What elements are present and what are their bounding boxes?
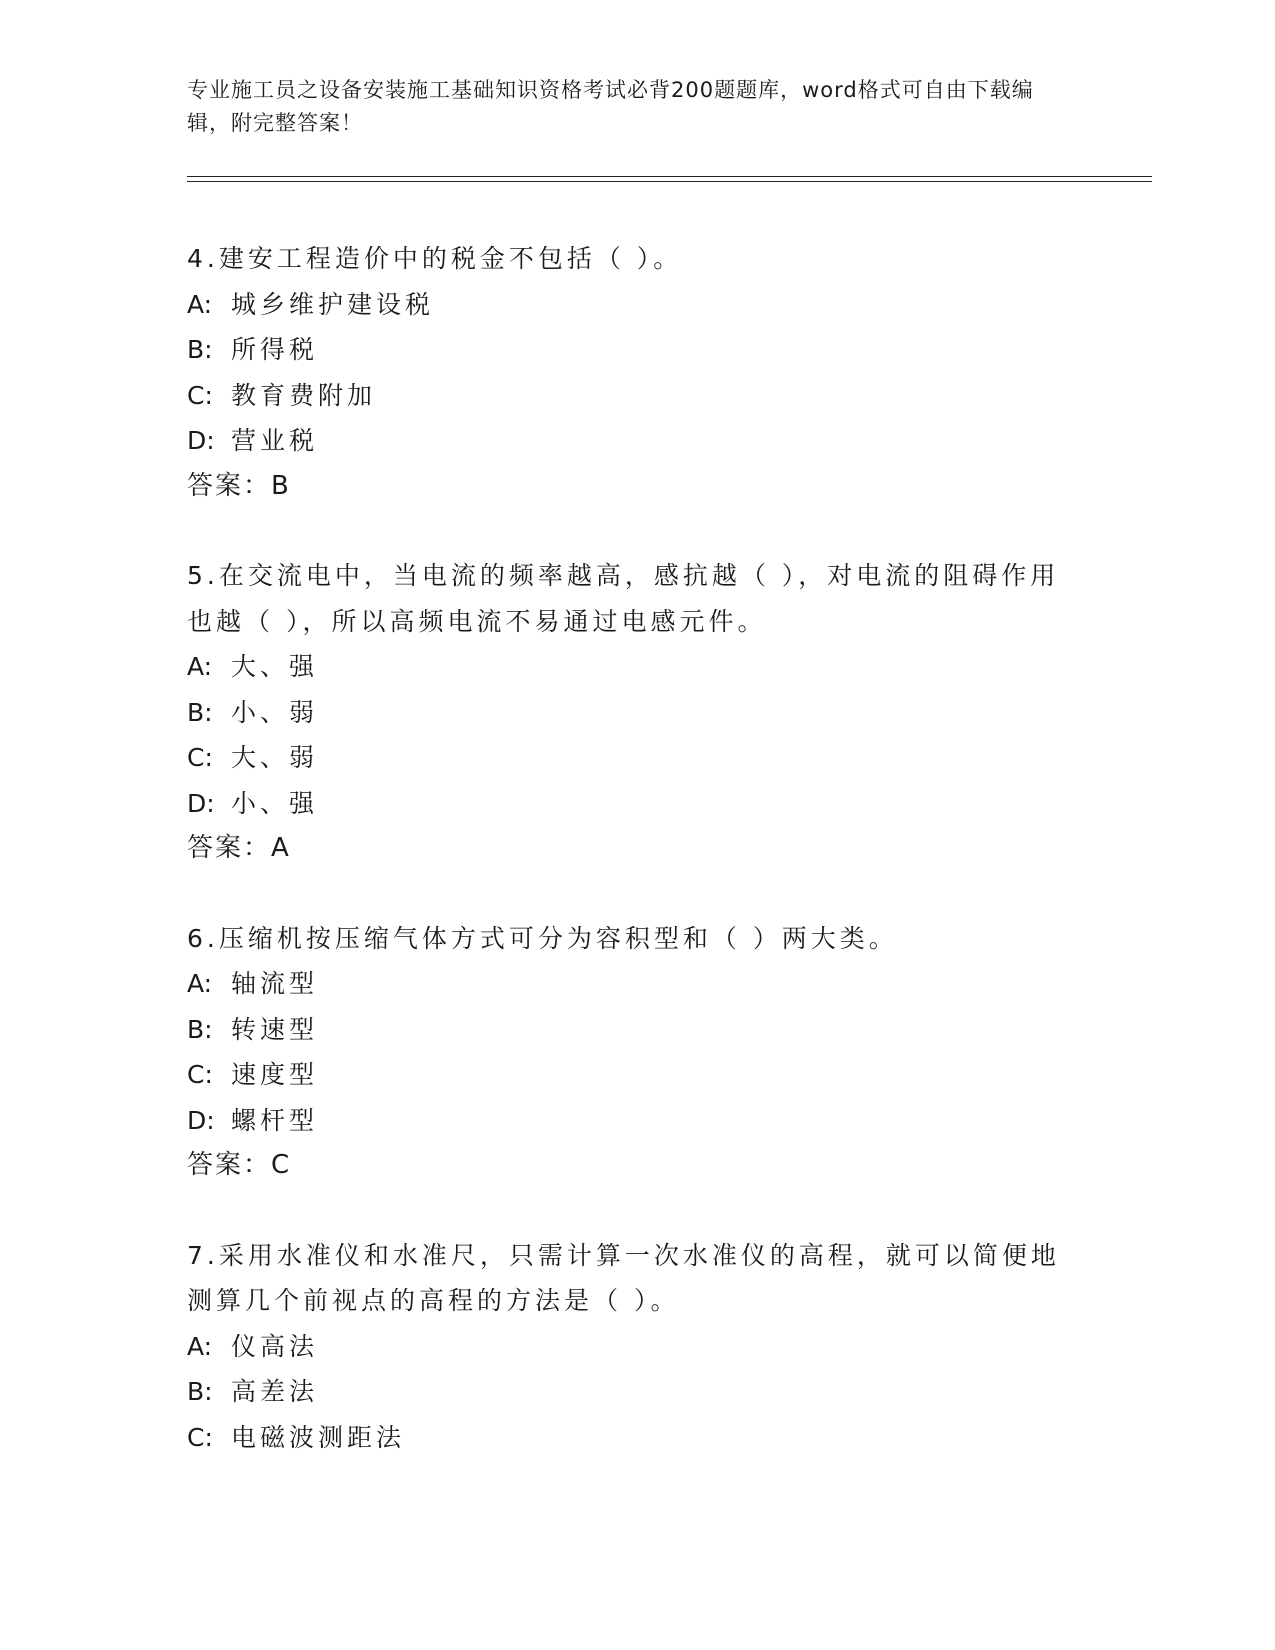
option-a xyxy=(187,1324,1087,1370)
option-text: 大、弱 xyxy=(231,743,319,772)
answer-label: 答案：C xyxy=(187,1150,292,1180)
option-text: 所得税 xyxy=(231,335,319,364)
option-letter: A: xyxy=(187,652,213,681)
option-b xyxy=(187,690,1087,736)
option-letter: D: xyxy=(187,788,215,818)
question-stem: 4.建安工程造价中的税金不包括（ ）。 xyxy=(187,244,683,273)
option-letter: B: xyxy=(187,335,213,364)
option-a xyxy=(187,644,1087,690)
option-letter: D: xyxy=(187,426,215,455)
option-text: 电磁波测距法 xyxy=(231,1422,406,1452)
question-4 xyxy=(187,236,1087,509)
option-letter: C: xyxy=(187,1422,213,1452)
option-b xyxy=(187,1007,1087,1053)
header-rule-bottom xyxy=(187,181,1152,182)
option-c xyxy=(187,1052,1087,1098)
option-text: 高差法 xyxy=(231,1377,319,1406)
question-stem-line-1: 5.在交流电中，当电流的频率越高，感抗越（ ），对电流的阻碍作用 xyxy=(187,561,1060,590)
option-text: 轴流型 xyxy=(231,969,319,998)
question-6 xyxy=(187,916,1087,1189)
option-letter: C: xyxy=(187,743,213,772)
option-text: 大、强 xyxy=(231,652,319,681)
option-text: 小、弱 xyxy=(231,697,319,727)
option-text: 教育费附加 xyxy=(231,380,377,410)
answer-label: 答案：B xyxy=(187,470,291,501)
option-text: 小、强 xyxy=(231,788,319,818)
option-letter: A: xyxy=(187,289,213,319)
question-stem-line-2: 测算几个前视点的高程的方法是（ ）。 xyxy=(187,1286,680,1315)
option-d xyxy=(187,418,1087,464)
option-d xyxy=(187,1098,1087,1144)
option-a xyxy=(187,282,1087,328)
header-rule-top xyxy=(187,176,1152,177)
option-b xyxy=(187,1369,1087,1415)
answer-label: 答案：A xyxy=(187,833,291,863)
option-c xyxy=(187,373,1087,419)
question-stem: 6.压缩机按压缩气体方式可分为容积型和（ ）两大类。 xyxy=(187,923,898,953)
option-letter: C: xyxy=(187,1060,213,1089)
option-c xyxy=(187,1415,1087,1461)
option-letter: A: xyxy=(187,969,213,998)
option-text: 螺杆型 xyxy=(231,1105,319,1135)
question-stem-line-2: 也越（ ），所以高频电流不易通过电感元件。 xyxy=(187,606,767,636)
option-d xyxy=(187,781,1087,827)
option-letter: D: xyxy=(187,1105,215,1135)
option-text: 转速型 xyxy=(231,1014,319,1044)
option-letter: B: xyxy=(187,1014,213,1044)
option-letter: B: xyxy=(187,1377,213,1406)
question-list xyxy=(187,236,1087,1504)
option-c xyxy=(187,735,1087,781)
option-text: 城乡维护建设税 xyxy=(231,289,435,319)
option-text: 仪高法 xyxy=(231,1331,319,1361)
option-text: 营业税 xyxy=(231,426,319,455)
document-header-title: 专业施工员之设备安装施工基础知识资格考试必背200题题库，word格式可自由下载编辑，附完整答案！ xyxy=(187,78,1034,135)
question-5 xyxy=(187,553,1087,872)
option-letter: C: xyxy=(187,380,213,410)
option-text: 速度型 xyxy=(231,1060,319,1089)
option-letter: B: xyxy=(187,697,213,727)
question-7 xyxy=(187,1233,1087,1461)
option-letter: A: xyxy=(187,1331,213,1361)
option-a xyxy=(187,961,1087,1007)
question-stem-line-1: 7.采用水准仪和水准尺，只需计算一次水准仪的高程，就可以简便地 xyxy=(187,1240,1060,1270)
option-b xyxy=(187,327,1087,373)
